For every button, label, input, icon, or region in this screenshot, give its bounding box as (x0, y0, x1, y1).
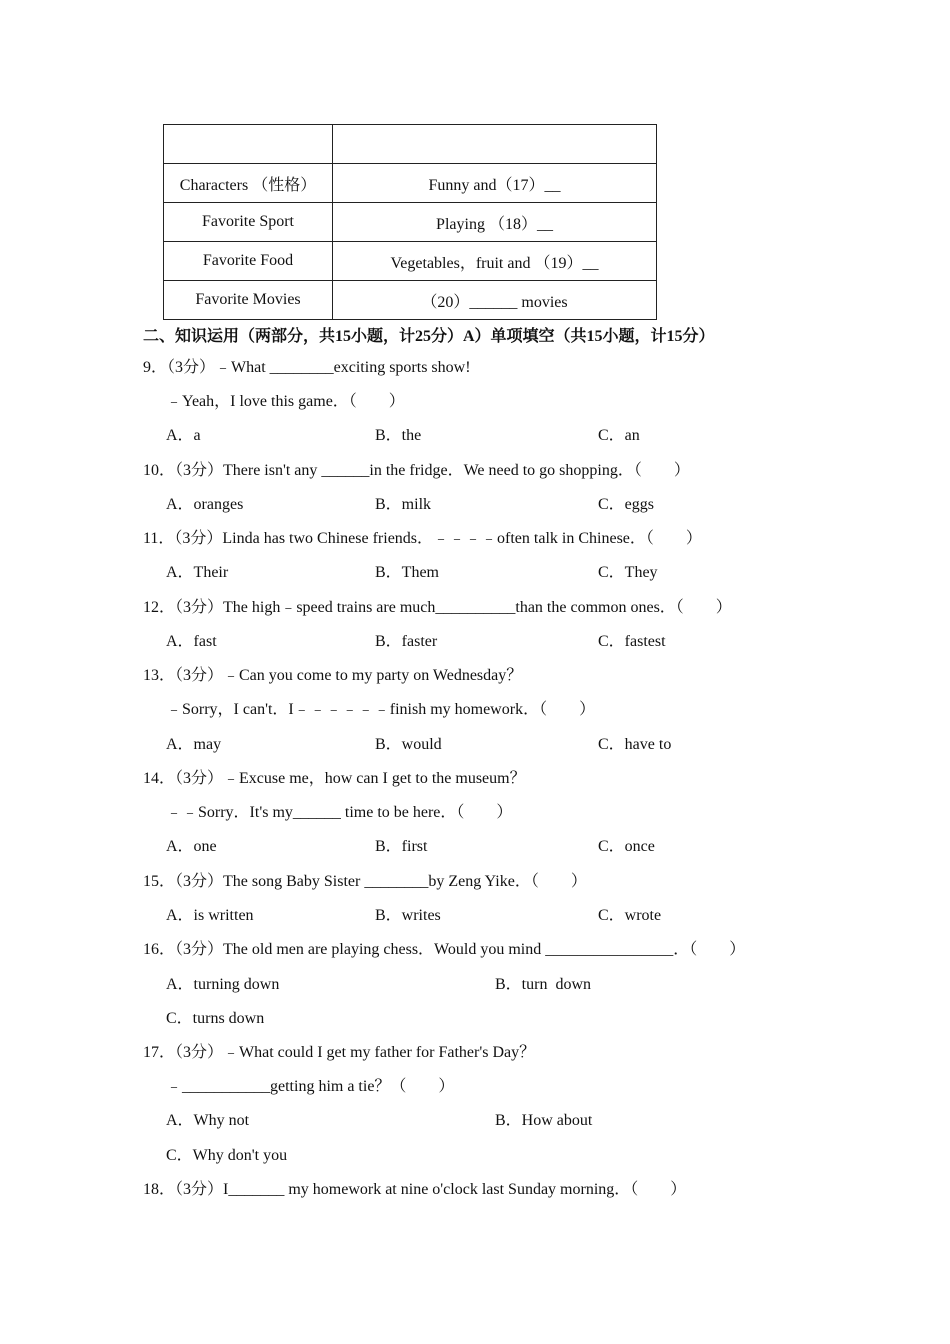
option-c[interactable]: C．have to (598, 736, 672, 753)
question-stem: 10．（3分）There isn't any ______in the fridge．We need to go shopping．（ ） (143, 462, 690, 479)
question-stem-continued: ﹣﹣Sorry．It's my______ time to be here．（ ） (166, 804, 513, 821)
option-b[interactable]: B．would (375, 736, 442, 753)
question-stem-continued: ﹣___________getting him a tie？（ ） (166, 1078, 455, 1095)
question-stem-continued: ﹣Yeah，I love this game．（ ） (166, 393, 405, 410)
question-stem: 9．（3分）﹣What ________exciting sports show! (143, 359, 471, 376)
option-c[interactable]: C．They (598, 564, 658, 581)
option-a[interactable]: A．oranges (166, 496, 244, 513)
question-stem: 11．（3分）Linda has two Chinese friends．﹣﹣﹣﹣often talk in Chinese．（ ） (143, 530, 702, 547)
option-c[interactable]: C．fastest (598, 633, 666, 650)
table-cell-label (164, 125, 333, 164)
question-stem: 13．（3分）﹣Can you come to my party on Wednesday？ (143, 667, 523, 684)
option-c[interactable]: C．an (598, 427, 640, 444)
table-cell-value (333, 125, 657, 164)
option-a[interactable]: A．Why not (166, 1112, 250, 1129)
table-cell-label: Favorite Movies (164, 281, 333, 320)
table-row (164, 281, 657, 320)
question-stem: 18．（3分）I_______ my homework at nine o'clock last Sunday morning．（ ） (143, 1181, 687, 1198)
option-b[interactable]: B．How about (495, 1112, 593, 1129)
option-c[interactable]: C．eggs (598, 496, 655, 513)
table-cell-label: Favorite Food (164, 242, 333, 281)
table-cell-value: Funny and（17）__ (333, 164, 657, 203)
question-stem: 17．（3分）﹣What could I get my father for Father's Day？ (143, 1044, 536, 1061)
table-row (164, 203, 657, 242)
option-b[interactable]: B．writes (375, 907, 441, 924)
table-row (164, 242, 657, 281)
table-row (164, 125, 657, 164)
option-b[interactable]: B．faster (375, 633, 438, 650)
table-cell-value: Vegetables，fruit and （19）__ (333, 242, 657, 281)
option-a[interactable]: A．turning down (166, 976, 280, 993)
option-c[interactable]: C．wrote (598, 907, 662, 924)
option-b[interactable]: B．the (375, 427, 422, 444)
question-stem: 12．（3分）The high﹣speed trains are much__________than the common ones．（ ） (143, 599, 732, 616)
option-a[interactable]: A．may (166, 736, 222, 753)
table-row (164, 164, 657, 203)
table-cell-label: Characters （性格） (164, 164, 333, 203)
table-cell-value: Playing （18）__ (333, 203, 657, 242)
table-cell-value: （20）______ movies (333, 281, 657, 320)
option-b[interactable]: B．first (375, 838, 428, 855)
section-title: 二、知识运用（两部分，共15小题，计25分）A）单项填空（共15小题，计15分） (143, 328, 715, 345)
table-cell-label: Favorite Sport (164, 203, 333, 242)
question-stem: 14．（3分）﹣Excuse me，how can I get to the museum？ (143, 770, 526, 787)
option-b[interactable]: B．milk (375, 496, 432, 513)
option-a[interactable]: A．one (166, 838, 217, 855)
question-stem-continued: ﹣Sorry，I can't．I﹣﹣﹣﹣﹣﹣finish my homework．（ ） (166, 701, 596, 718)
option-a[interactable]: A．a (166, 427, 201, 444)
option-a[interactable]: A．Their (166, 564, 229, 581)
option-b[interactable]: B．Them (375, 564, 439, 581)
profile-table (163, 124, 657, 320)
option-c[interactable]: C．once (598, 838, 655, 855)
question-stem: 15．（3分）The song Baby Sister ________by Zeng Yike．（ ） (143, 873, 587, 890)
option-c[interactable]: C．turns down (166, 1010, 265, 1027)
option-a[interactable]: A．fast (166, 633, 217, 650)
question-stem: 16．（3分）The old men are playing chess．Would you mind ________________．（ ） (143, 941, 746, 958)
option-a[interactable]: A．is written (166, 907, 254, 924)
option-b[interactable]: B．turn down (495, 976, 592, 993)
option-c[interactable]: C．Why don't you (166, 1147, 288, 1164)
